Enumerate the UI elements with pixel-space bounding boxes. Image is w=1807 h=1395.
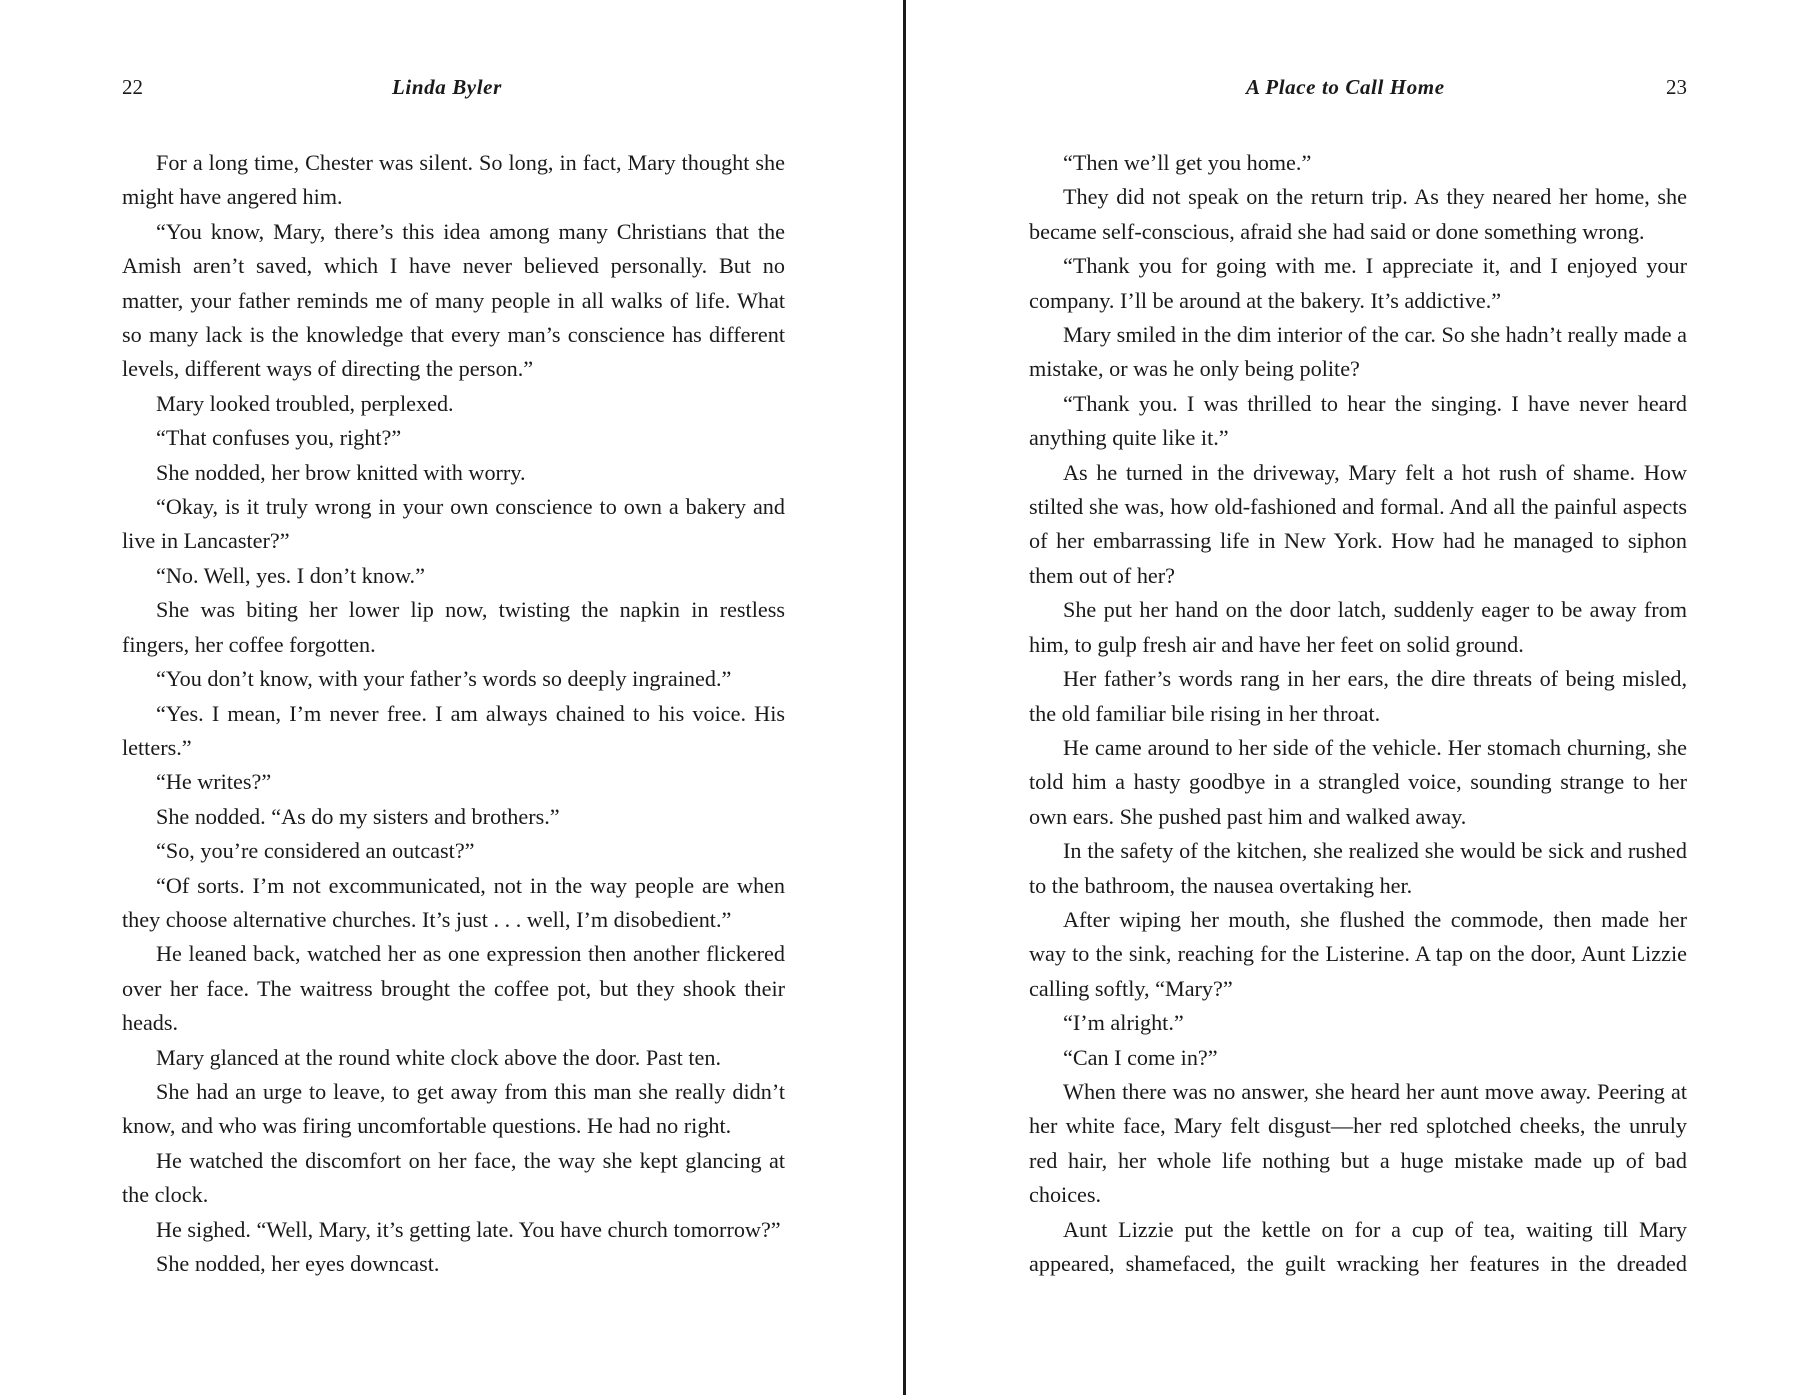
left-running-head [122, 72, 785, 102]
paragraph: “No. Well, yes. I don’t know.” [156, 562, 425, 588]
paragraph: “That confuses you, right?” [156, 425, 402, 451]
paragraph: Mary looked troubled, perplexed. [156, 390, 454, 416]
paragraph: They did not speak on the return trip. As they neared her home, she became self-conscious, afraid she had said or done something wrong. [1029, 184, 1687, 244]
paragraph: He watched the discomfort on her face, the way she kept glancing at the clock. [122, 1147, 785, 1208]
paragraph: He came around to her side of the vehicle. Her stomach churning, she told him a hasty goodbye in a strangled voice, sounding strange to her own ears. She pushed past him and walked away. [1029, 734, 1687, 829]
paragraph: “Yes. I mean, I’m never free. I am always chained to his voice. His letters.” [122, 700, 785, 760]
paragraph: Mary glanced at the round white clock above the door. Past ten. [156, 1044, 722, 1070]
paragraph: “Thank you. I was thrilled to hear the singing. I have never heard anything quite like it.” [1029, 390, 1687, 451]
paragraph: In the safety of the kitchen, she realized she would be sick and rushed to the bathroom, the nausea overtaking her. [1029, 838, 1687, 898]
author-name: Linda Byler [392, 75, 502, 99]
paragraph: She nodded, her eyes downcast. [156, 1251, 440, 1276]
paragraph: For a long time, Chester was silent. So long, in fact, Mary thought she might have angered him. [122, 150, 785, 210]
paragraph: She nodded, her brow knitted with worry. [156, 459, 526, 485]
paragraph: She put her hand on the door latch, suddenly eager to be away from him, to gulp fresh air and have her feet on solid ground. [1029, 597, 1687, 657]
paragraph: She had an urge to leave, to get away from this man she really didn’t know, and who was firing uncomfortable questions. He had no right. [122, 1078, 785, 1139]
left-body-text [122, 146, 785, 1281]
spine-divider [903, 0, 906, 1395]
left-page [122, 0, 785, 1395]
paragraph: She nodded. “As do my sisters and brothers.” [156, 803, 560, 829]
page-number: 22 [122, 75, 143, 99]
paragraph: She was biting her lower lip now, twisting the napkin in restless fingers, her coffee forgotten. [122, 597, 785, 657]
paragraph: “Thank you for going with me. I appreciate it, and I enjoyed your company. I’ll be around at the bakery. It’s addictive.” [1029, 253, 1687, 313]
paragraph: As he turned in the driveway, Mary felt a hot rush of shame. How stilted she was, how old-fashioned and formal. And all the painful aspects of her embarrassing life in New York. How had he managed to siphon them out of her? [1029, 459, 1687, 588]
paragraph: “I’m alright.” [1063, 1010, 1184, 1036]
paragraph: “Of sorts. I’m not excommunicated, not in the way people are when they choose alternative churches. It’s just . . . well, I’m disobedient.” [122, 872, 785, 932]
paragraph: Aunt Lizzie put the kettle on for a cup of tea, waiting till Mary appeared, shamefaced, the guilt wracking her features in the dreaded [1029, 1216, 1687, 1276]
right-page [1029, 0, 1687, 1395]
paragraph: When there was no answer, she heard her aunt move away. Peering at her white face, Mary felt disgust—her red splotched cheeks, the unruly red hair, her whole life nothing but a huge mistake made up of bad choices. [1029, 1078, 1687, 1208]
page-number: 23 [1666, 75, 1687, 99]
paragraph: “You know, Mary, there’s this idea among many Christians that the Amish aren’t saved, which I have never believed personally. But no matter, your father reminds me of many people in all walks of life. What so many lack is the knowledge that every man’s conscience has different levels, different ways of directing the person.” [122, 218, 785, 382]
paragraph: “You don’t know, with your father’s words so deeply ingrained.” [156, 666, 732, 692]
paragraph: “He writes?” [156, 769, 272, 795]
paragraph: “So, you’re considered an outcast?” [156, 838, 475, 864]
paragraph: He leaned back, watched her as one expression then another flickered over her face. The waitress brought the coffee pot, but they shook their heads. [122, 941, 785, 1036]
paragraph: “Okay, is it truly wrong in your own conscience to own a bakery and live in Lancaster?” [122, 494, 785, 554]
right-body-text [1029, 146, 1687, 1281]
paragraph: Mary smiled in the dim interior of the car. So she hadn’t really made a mistake, or was he only being polite? [1029, 322, 1687, 382]
right-running-head [1029, 72, 1687, 102]
book-title: A Place to Call Home [1246, 75, 1445, 99]
paragraph: Her father’s words rang in her ears, the dire threats of being misled, the old familiar bile rising in her throat. [1029, 666, 1687, 726]
paragraph: “Then we’ll get you home.” [1063, 150, 1312, 175]
paragraph: “Can I come in?” [1063, 1044, 1218, 1070]
paragraph: He sighed. “Well, Mary, it’s getting late. You have church tomorrow?” [156, 1216, 781, 1242]
paragraph: After wiping her mouth, she flushed the commode, then made her way to the sink, reaching for the Listerine. A tap on the door, Aunt Lizzie calling softly, “Mary?” [1029, 906, 1687, 1001]
